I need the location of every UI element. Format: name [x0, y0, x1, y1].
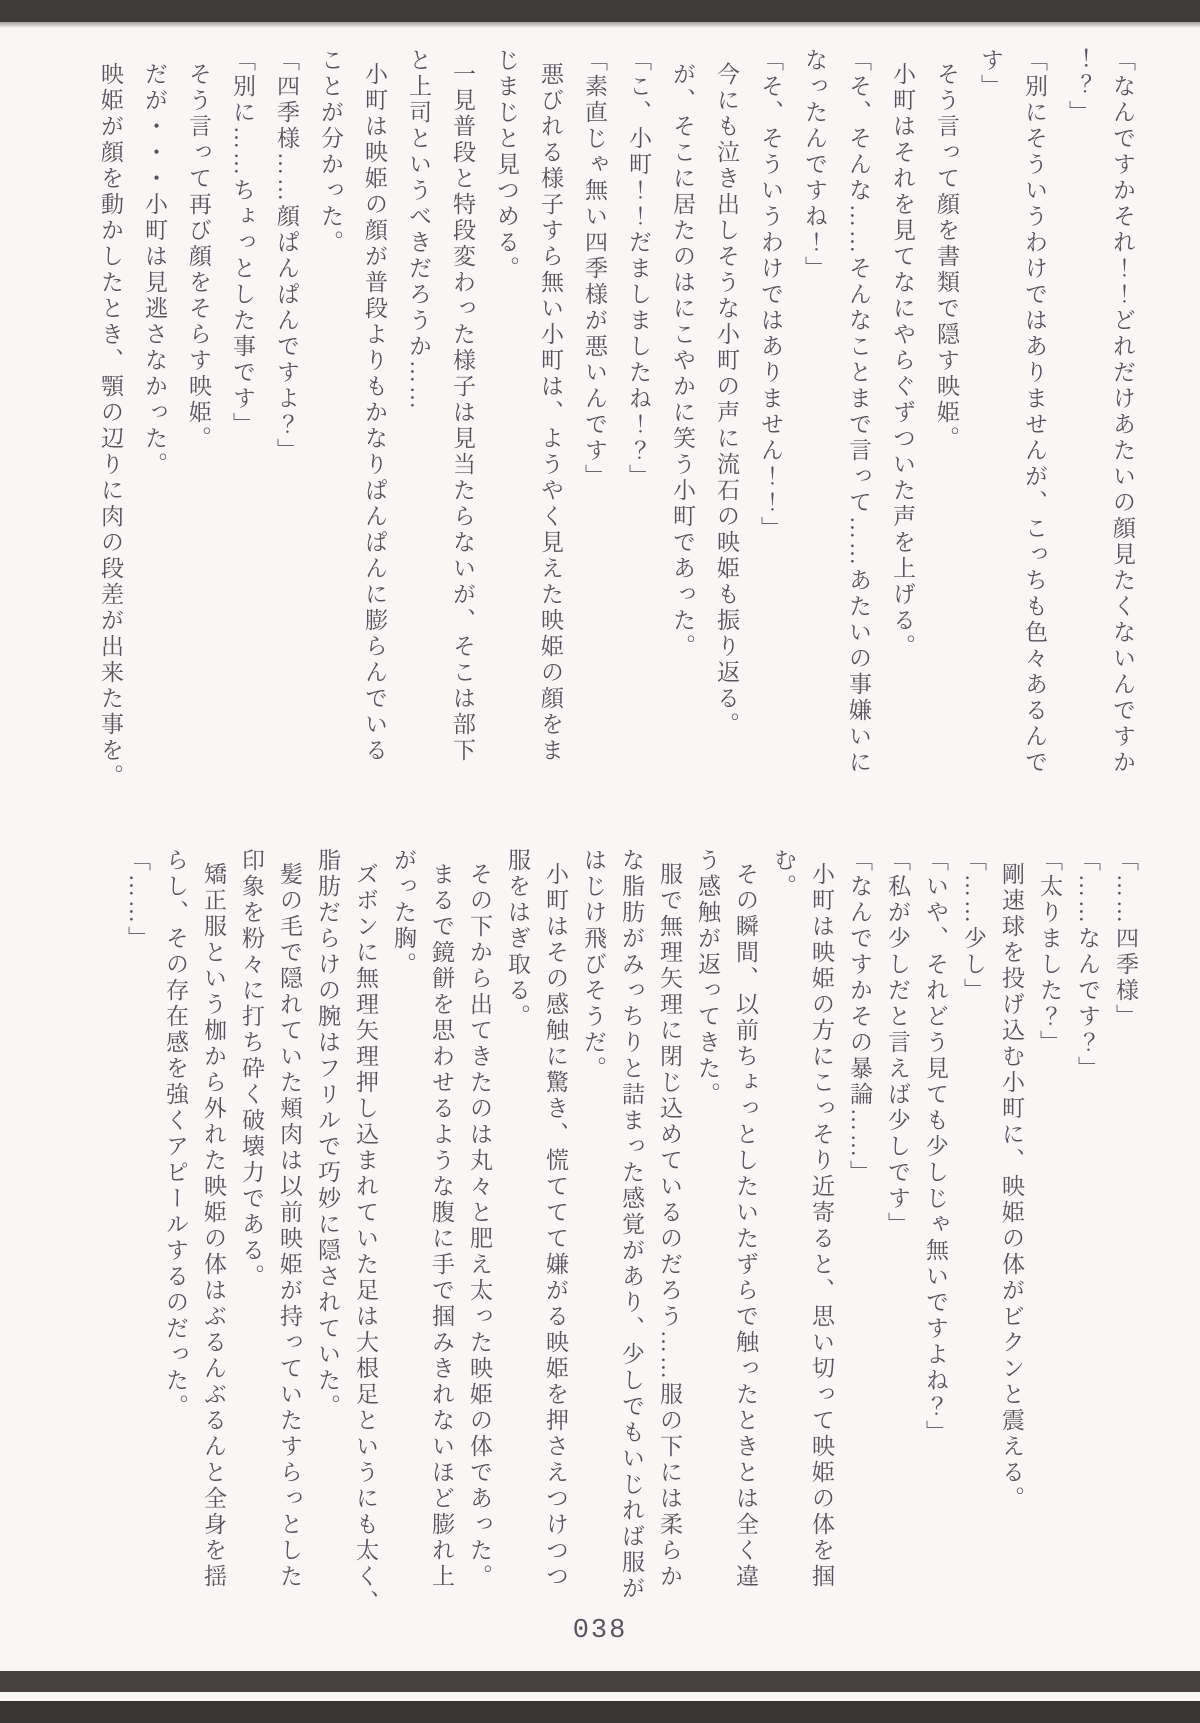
text-column: はじけ飛びそうだ。	[581, 848, 606, 1082]
page-border-top-smudge	[0, 22, 1200, 28]
text-column: 小町は映姫の方にこっそり近寄ると、思い切って映姫の体を掴	[809, 862, 834, 1590]
text-column: 服で無理矢理に閉じ込めているのだろう……服の下には柔らか	[657, 862, 682, 1590]
text-column: ズボンに無理矢理押し込まれていた足は大根足というにも太く、	[353, 862, 378, 1616]
page-border-top-bar	[0, 0, 1200, 22]
text-column: 小町は映姫の顔が普段よりもかなりぱんぱんに膨らんでいる	[362, 62, 387, 764]
text-column: 「そ、そんな……そんなことまで言って……あたいの事嫌いに	[846, 48, 871, 776]
text-column: む。	[771, 848, 796, 900]
text-column: 「……なんです？」	[1075, 848, 1100, 1082]
text-column: 「……少し」	[961, 848, 986, 1004]
text-column: 悪びれる様子すら無い小町は、ようやく見えた映姫の顔をま	[538, 62, 563, 764]
text-column: ！？」	[1066, 48, 1091, 126]
text-column: 「こ、小町！！だましましたね！？」	[626, 48, 651, 490]
text-column: ことが分かった。	[318, 48, 343, 256]
text-column: 「……」	[125, 848, 150, 952]
text-column: 小町はそれを見てなにやらぐずついた声を上げる。	[890, 62, 915, 660]
text-column: 服をはぎ取る。	[505, 848, 530, 1030]
text-column: 「なんですかそれ！！どれだけあたいの顔見たくないんですか	[1110, 48, 1135, 776]
lower-text-block	[118, 848, 1144, 1640]
text-column: 「そ、そういうわけではありません！！」	[758, 48, 783, 542]
text-column: 小町はその感触に驚き、慌ててて嫌がる映姫を押さえつけつつ	[543, 862, 568, 1590]
text-column: そう言って顔を書類で隠す映姫。	[934, 62, 959, 452]
text-column: 今にも泣き出しそうな小町の声に流石の映姫も振り返る。	[714, 62, 739, 738]
text-column: 「なんですかその暴論……」	[847, 848, 872, 1186]
page-border-bottom-thin-bar	[0, 1671, 1200, 1692]
page-border-bottom-thick-bar	[0, 1701, 1200, 1723]
text-column: 映姫が顔を動かしたとき、顎の辺りに肉の段差が出来た事を。	[98, 62, 123, 790]
text-column: 髪の毛で隠れていた頬肉は以前映姫が持っていたすらっとした	[277, 862, 302, 1590]
text-column: 「別にそういうわけではありませんが、こっちも色々あるんで	[1022, 48, 1047, 776]
text-column: 一見普段と特段変わった様子は見当たらないが、そこは部下	[450, 62, 475, 764]
text-column: な脂肪がみっちりと詰まった感覚があり、少しでもいじれば服が	[619, 848, 644, 1602]
text-column: う感触が返ってきた。	[695, 848, 720, 1108]
text-column: 「別に……ちょっとした事です」	[230, 48, 255, 438]
text-column: す」	[978, 48, 1003, 100]
text-column: がった胸。	[391, 848, 416, 978]
text-column: なったんですね！」	[802, 48, 827, 282]
text-column: 「いや、それどう見ても少しじゃ無いですよね？」	[923, 848, 948, 1446]
text-column: らし、その存在感を強くアピールするのだった。	[163, 848, 188, 1420]
upper-text-block	[88, 48, 1144, 840]
text-column: 矯正服という枷から外れた映姫の体はぶるんぶるんと全身を揺	[201, 862, 226, 1590]
text-column: 「私が少しだと言えば少しです」	[885, 848, 910, 1238]
text-column: が、そこに居たのはにこやかに笑う小町であった。	[670, 62, 695, 660]
text-column: まるで鏡餅を思わせるような腹に手で掴みきれないほど膨れ上	[429, 862, 454, 1590]
text-column: 印象を粉々に打ち砕く破壊力である。	[239, 848, 264, 1290]
text-column: 「四季様……顔ぱんぱんですよ？」	[274, 48, 299, 464]
text-column: 「素直じゃ無い四季様が悪いんです」	[582, 48, 607, 490]
text-column: 「……四季様」	[1113, 848, 1138, 1030]
text-column: と上司というべきだろうか……	[406, 48, 431, 412]
text-column: だが・・・小町は見逃さなかった。	[142, 62, 167, 478]
text-column: 「太りました？」	[1037, 848, 1062, 1056]
text-column: 脂肪だらけの腕はフリルで巧妙に隠されていた。	[315, 848, 340, 1420]
page-number: 038	[572, 1616, 628, 1646]
text-column: そう言って再び顔をそらす映姫。	[186, 62, 211, 452]
text-column: その瞬間、以前ちょっとしたいたずらで触ったときとは全く違	[733, 862, 758, 1590]
text-column: 剛速球を投げ込む小町に、映姫の体がビクンと震える。	[999, 862, 1024, 1512]
text-column: じまじと見つめる。	[494, 48, 519, 282]
text-column: その下から出てきたのは丸々と肥え太った映姫の体であった。	[467, 862, 492, 1590]
